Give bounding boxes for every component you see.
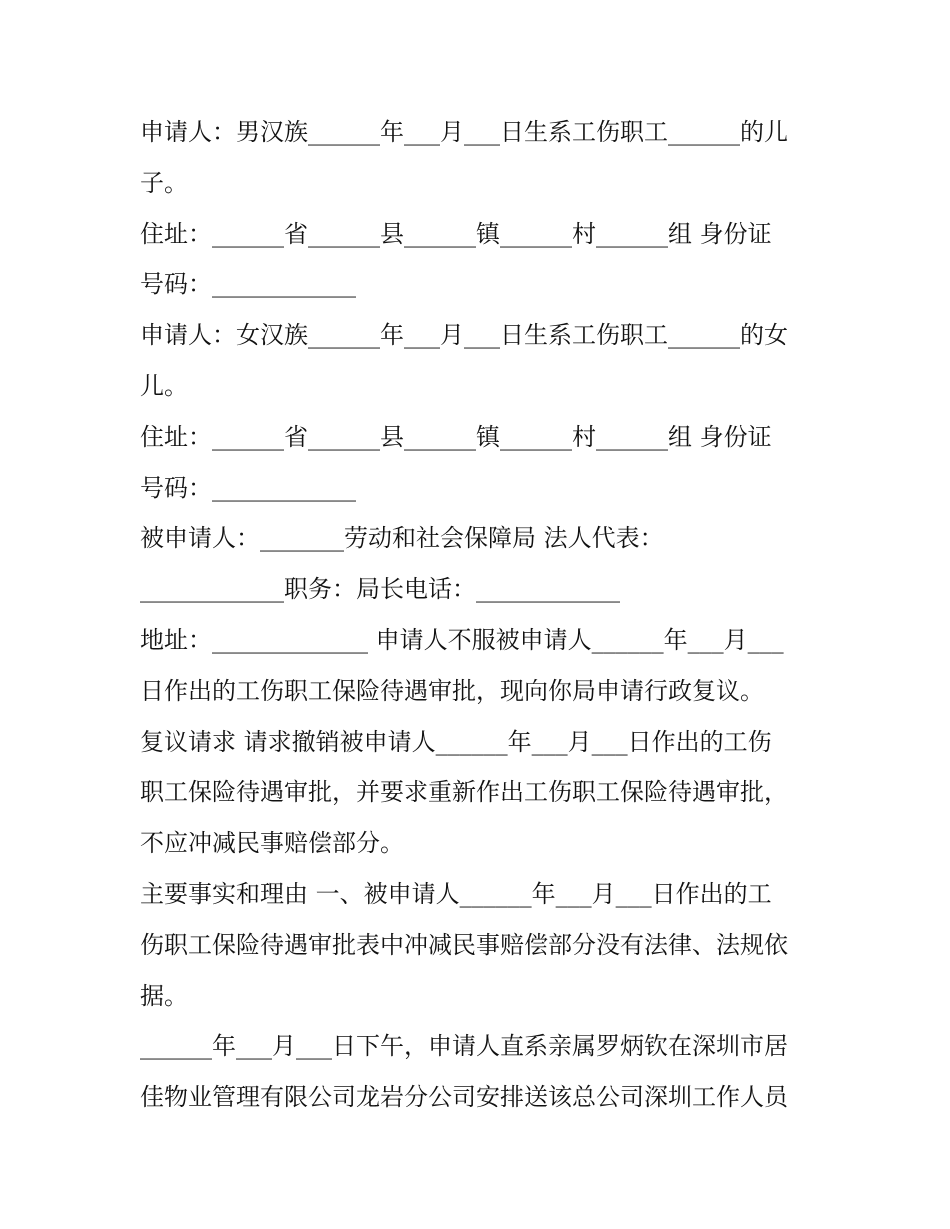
document-body [140, 107, 820, 1123]
text-line: 子。 [140, 168, 188, 197]
text-line: 申请人：男汉族______年___月___日生系工伤职工______的儿 [140, 118, 788, 146]
text-line: 主要事实和理由 一、被申请人______年___月___日作出的工 [140, 879, 772, 908]
text-line: 号码：____________ [140, 473, 356, 502]
text-line: 伤职工保险待遇审批表中冲减民事赔偿部分没有法律、法规依 [140, 930, 788, 959]
text-line: 住址：______省______县______镇______村______组 身份证 [140, 219, 772, 248]
text-line: 不应冲减民事赔偿部分。 [140, 829, 404, 858]
text-line: 据。 [140, 981, 188, 1010]
text-line: 日作出的工伤职工保险待遇审批，现向你局申请行政复议。 [140, 676, 764, 705]
text-line: 申请人：女汉族______年___月___日生系工伤职工______的女 [140, 321, 788, 350]
text-line: 职工保险待遇审批，并要求重新作出工伤职工保险待遇审批， [140, 778, 788, 807]
text-line: 被申请人：_______劳动和社会保障局 法人代表： [140, 524, 664, 553]
text-line: 复议请求 请求撤销被申请人______年___月___日作出的工伤 [140, 727, 772, 756]
text-line: ____________职务：局长电话：____________ [140, 575, 620, 604]
text-line: 住址：______省______县______镇______村______组 身份证 [140, 422, 772, 451]
text-line: 儿。 [140, 371, 188, 400]
text-line: 地址：_____________ 申请人不服被申请人______年___月___ [140, 625, 784, 654]
text-line: ______年___月___日下午，申请人直系亲属罗炳钦在深圳市居 [140, 1032, 788, 1061]
text-line: 佳物业管理有限公司龙岩分公司安排送该总公司深圳工作人员 [140, 1083, 788, 1112]
text-line: 号码：____________ [140, 270, 356, 299]
